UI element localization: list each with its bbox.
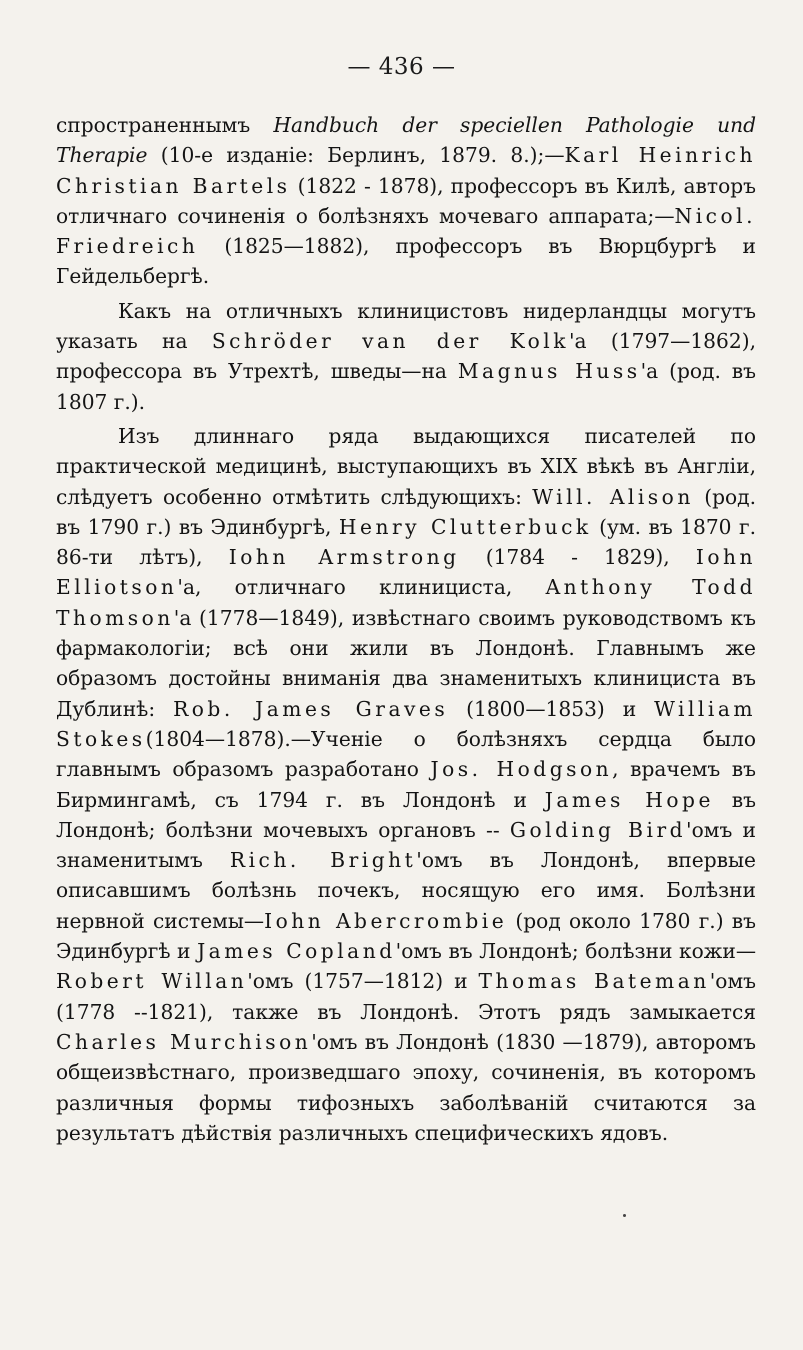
text-run: (род. въ 1790 г.) въ Эдинбургѣ,	[56, 484, 756, 539]
person-name: Rich. Bright	[229, 848, 417, 873]
text-run: , врачемъ въ Бирмингамѣ, съ 1794 г. въ Лондонѣ и	[56, 757, 756, 812]
person-name: Iohn Armstrong	[228, 545, 460, 570]
text-run: 'омъ (1757—1812) и	[247, 969, 479, 994]
text-run: спространеннымъ	[56, 113, 274, 137]
person-name: Robert Willan	[56, 969, 248, 994]
person-name: Will. Alison	[532, 484, 694, 509]
ink-speck	[623, 1214, 626, 1217]
text-run: 'омъ (1778 --1821), также въ Лондонѣ. Этотъ рядъ замыкается	[56, 969, 756, 1024]
paragraph-1	[56, 110, 756, 292]
text-run: (1784 - 1829),	[459, 545, 696, 570]
person-name: Henry Clutterbuck	[338, 514, 592, 539]
paragraph-3	[56, 421, 756, 1148]
person-name: Jos. Hodgson	[430, 757, 613, 782]
person-name: Karl Heinrich Christian Bartels	[56, 143, 756, 198]
person-name: James Copland	[197, 939, 396, 964]
page-number: — 436 —	[347, 54, 456, 80]
text-run: 'омъ и знаменитымъ	[56, 817, 756, 873]
text-run: 'омъ въ Лондонѣ, впервые описавшимъ болѣзнь почекъ, носящую его имя. Болѣзни нервной системы—	[56, 848, 757, 933]
person-name: James Hope	[544, 787, 714, 812]
person-name: Rob. James Graves	[173, 696, 449, 721]
text-run: 'a (1797—1862), профессора въ Утрехтѣ, шведы—на	[56, 329, 756, 384]
person-name: Iohn Elliotson	[56, 545, 756, 600]
text-run: (1825—1882), профессоръ въ Вюрцбургѣ и Гейдельбергѣ.	[56, 234, 756, 289]
person-name: Iohn Abercrombie	[264, 908, 508, 933]
person-name: Golding Bird	[509, 817, 687, 842]
person-name: Thomas Bateman	[478, 969, 710, 994]
text-run: 'омъ въ Лондонѣ; болѣзни кожи—	[395, 939, 757, 964]
person-name: Anthony Todd Thomson	[56, 575, 756, 630]
text-run: (1804—1878).—Ученіе о болѣзняхъ сердца было главнымъ образомъ разработано	[56, 726, 756, 782]
text-run: (ум. въ 1870 г. 86-ти лѣтъ),	[56, 514, 756, 570]
text-run: 'a (род. въ 1807 г.).	[56, 359, 756, 414]
text-run: (род около 1780 г.) въ Эдинбургѣ и	[56, 908, 756, 964]
book-title-italic: Handbuch der speciellen Pathologie und Therapie	[56, 113, 756, 168]
text-run: (1822 - 1878), профессоръ въ Килѣ, авторъ отличнаго сочиненія о болѣзняхъ мочеваго аппарата;—	[56, 173, 756, 228]
body-text	[56, 110, 756, 1148]
person-name: Charles Murchison	[56, 1029, 312, 1054]
text-run: Изъ длиннаго ряда выдающихся писателей по практической медицинѣ, выступающихъ въ XIX вѣкѣ въ Англіи, слѣдуетъ особенно отмѣтить слѣдующихъ:	[56, 423, 756, 509]
person-name: Nicol. Friedreich	[56, 203, 756, 259]
text-run: (1800—1853) и	[448, 696, 655, 721]
paragraph-2	[56, 296, 756, 417]
text-run: 'омъ въ Лондонѣ (1830 —1879), авторомъ общеизвѣстнаго, произведшаго эпоху, сочиненія, въ которомъ различныя формы тифозныхъ заболѣваній считаются за результатъ дѣйствія различныхъ специфическихъ ядовъ.	[56, 1029, 756, 1145]
text-run: 'a (1778—1849), извѣстнаго своимъ руководствомъ къ фармакологіи; всѣ они жили въ Лондонѣ. Главнымъ же образомъ достойны вниманія два знаменитыхъ клинициста въ Дублинѣ:	[56, 605, 756, 721]
person-name: Magnus Huss	[457, 359, 641, 384]
person-name: Schröder van der Kolk	[211, 329, 569, 354]
text-run: въ Лондонѣ; болѣзни мочевыхъ органовъ --	[56, 787, 756, 842]
text-run: (10-е изданіе: Берлинъ, 1879. 8.);—	[147, 143, 565, 168]
person-name: William Stokes	[56, 696, 756, 751]
text-run: Какъ на отличныхъ клиницистовъ нидерландцы могутъ указать на	[56, 298, 756, 354]
text-run: 'a, отличнаго клинициста,	[177, 575, 546, 600]
